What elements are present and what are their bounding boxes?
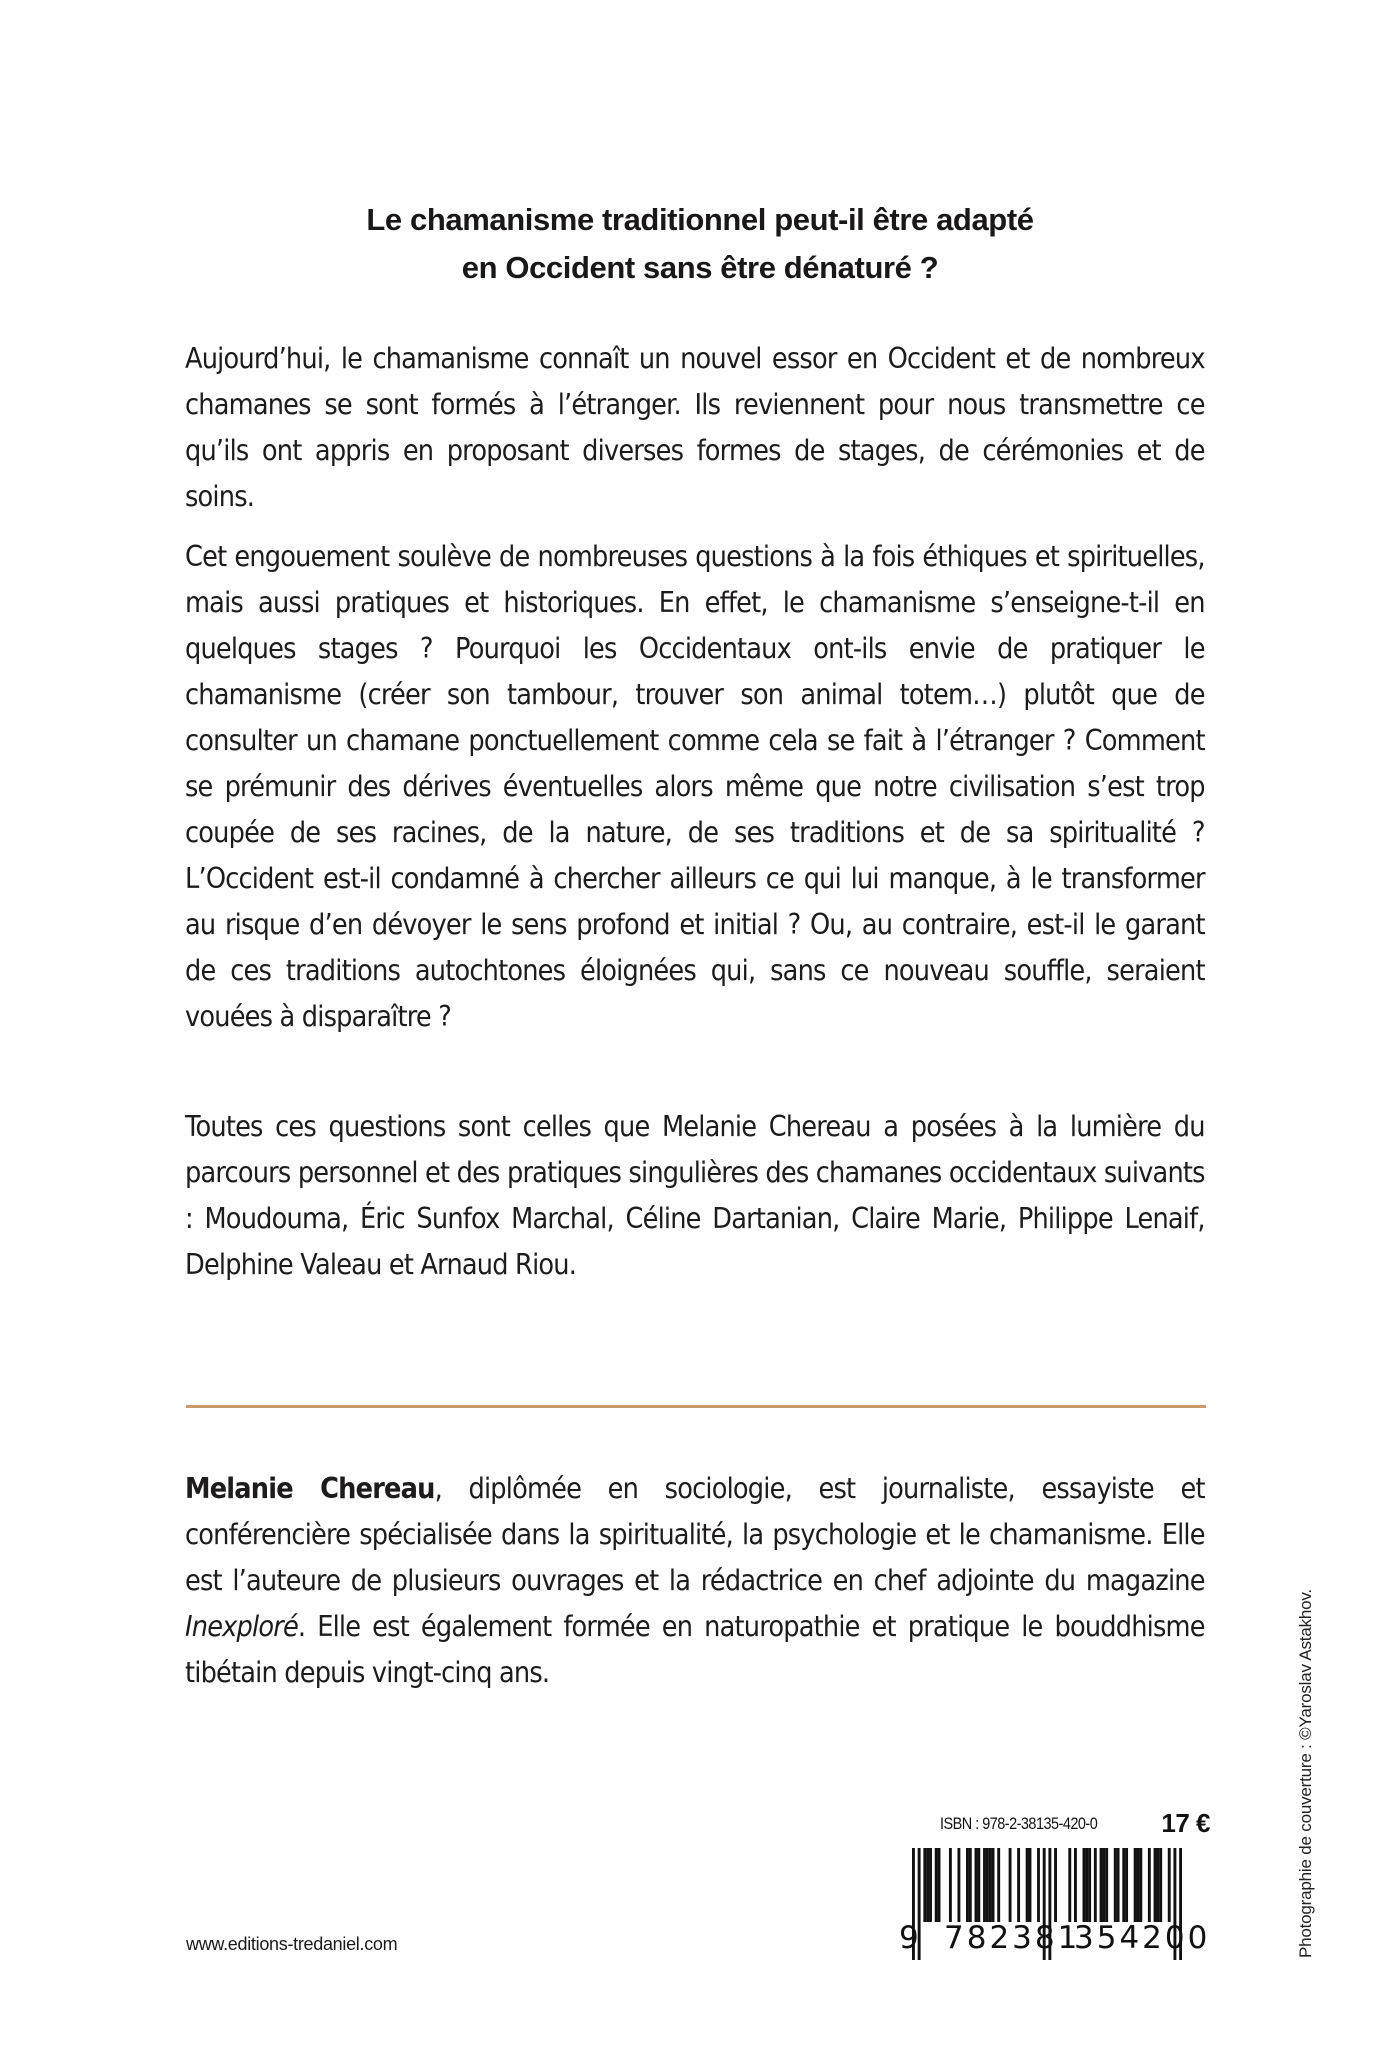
barcode-bar bbox=[986, 1848, 989, 1922]
price: 17 € bbox=[1161, 1808, 1210, 1838]
author-bio bbox=[185, 1466, 1205, 1696]
barcode-bar bbox=[1137, 1848, 1140, 1922]
publisher-website: www.editions-tredaniel.com bbox=[186, 1934, 398, 1954]
barcode-bar bbox=[1117, 1848, 1120, 1922]
barcode-bar bbox=[992, 1848, 995, 1922]
barcode-bar bbox=[1134, 1848, 1137, 1922]
barcode-bar bbox=[1139, 1848, 1142, 1922]
barcode-bar bbox=[983, 1848, 986, 1922]
barcode-first-digit: 9 bbox=[899, 1920, 922, 1956]
barcode-bar bbox=[1168, 1848, 1171, 1922]
barcode-bar bbox=[1026, 1848, 1029, 1922]
paragraph-questions: Cet engouement soulève de nombreuses questions à la fois éthiques et spirituelles, mais aussi pratiques et historiques. En effet, le chamanisme s’enseigne-t-il en quelques stages ? Pourquoi les Occidentaux ont-ils envie de pratiquer le chamanisme (créer son tambour, trouver son animal totem…) plutôt que de consulter un chamane ponctuellement comme cela se fait à l’étranger ? Comment se prémunir des dérives éventuelles alors même que notre civilisation s’est trop coupée de ses racines, de la nature, de ses traditions et de sa spiritualité ? L’Occident est-il condamné à chercher ailleurs ce qui lui manque, à le transformer au risque d’en dévoyer le sens profond et initial ? Ou, au contraire, est-il le garant de ces traditions autochtones éloignées qui, sans ce nouveau souffle, seraient vouées à disparaître ? bbox=[185, 540, 1205, 1033]
headline-line-2: en Occident sans être dénaturé ? bbox=[461, 250, 939, 285]
barcode-bar bbox=[1125, 1848, 1128, 1922]
paragraph-intro: Aujourd’hui, le chamanisme connaît un nouvel essor en Occident et de nombreux chamanes se sont formés à l’étranger. Ils reviennent pour nous transmettre ce qu’ils ont appris en proposant diverses formes de stages, de cérémonies et de soins. bbox=[185, 342, 1205, 513]
barcode-bar bbox=[1085, 1848, 1088, 1922]
barcode-left-digits: 782381 bbox=[944, 1920, 1081, 1956]
headline bbox=[190, 196, 1210, 292]
barcode-bar bbox=[1009, 1848, 1012, 1922]
barcode-bar bbox=[1105, 1848, 1108, 1922]
barcode-bar bbox=[969, 1848, 972, 1922]
author-bio-text: , diplômée en sociologie, est journaliste, essayiste et conférencière spécialisée dans la spiritualité, la psychologie et le chamanisme. Elle est l’auteure de plusieurs ouvrages et la rédactrice en chef adjointe du magazine bbox=[185, 1472, 1205, 1597]
barcode-bar bbox=[923, 1848, 926, 1922]
barcode-bar bbox=[1159, 1848, 1162, 1922]
paragraph-shamans: Toutes ces questions sont celles que Melanie Chereau a posées à la lumière du parcours personnel et des pratiques singulières des chamanes occidentaux suivants : Moudouma, Éric Sunfox Marchal, Céline Dartanian, Claire Marie, Philippe Lenaif, Delphine Valeau et Arnaud Riou. bbox=[185, 1110, 1205, 1281]
barcode-bar bbox=[938, 1848, 941, 1922]
barcode-bar bbox=[1154, 1848, 1157, 1922]
barcode-bar bbox=[1088, 1848, 1091, 1922]
barcode-bar bbox=[1094, 1848, 1097, 1922]
barcode-bar bbox=[1068, 1848, 1071, 1922]
barcode-bar bbox=[1017, 1848, 1020, 1922]
photo-credit: Photographie de couverture : ©Yaroslav Astakhov. bbox=[1296, 1589, 1315, 1958]
barcode-bar bbox=[1122, 1848, 1125, 1922]
isbn: ISBN : 978-2-38135-420-0 bbox=[940, 1814, 1098, 1833]
barcode-bar bbox=[1114, 1848, 1117, 1922]
author-bio-text-end: . Elle est également formée en naturopathie et pratique le bouddhisme tibétain depuis vingt-cinq ans. bbox=[185, 1610, 1205, 1689]
magazine-title: Inexploré bbox=[185, 1610, 298, 1643]
barcode-bar bbox=[1029, 1848, 1032, 1922]
barcode-bar bbox=[989, 1848, 992, 1922]
barcode-bar bbox=[1083, 1848, 1086, 1922]
barcode-bar bbox=[1100, 1848, 1103, 1922]
author-name: Melanie Chereau bbox=[185, 1472, 435, 1505]
barcode-bar bbox=[1054, 1848, 1057, 1922]
barcode-bar bbox=[977, 1848, 980, 1922]
barcode-bar bbox=[1156, 1848, 1159, 1922]
barcode-bar bbox=[966, 1848, 969, 1922]
barcode-bar bbox=[975, 1848, 978, 1922]
barcode-bar bbox=[1102, 1848, 1105, 1922]
barcode-bar bbox=[1074, 1848, 1077, 1922]
barcode-bar bbox=[935, 1848, 938, 1922]
barcode-bar bbox=[929, 1848, 932, 1922]
section-divider bbox=[186, 1405, 1206, 1408]
barcode-bar bbox=[926, 1848, 929, 1922]
barcode-bar bbox=[1037, 1848, 1040, 1922]
barcode-bar bbox=[949, 1848, 952, 1922]
barcode-right-digits: 354200 bbox=[1074, 1920, 1211, 1956]
barcode-bar bbox=[997, 1848, 1000, 1922]
isbn-price-row bbox=[940, 1808, 1210, 1844]
barcode-bar bbox=[1148, 1848, 1151, 1922]
barcode-bar bbox=[957, 1848, 960, 1922]
headline-line-1: Le chamanisme traditionnel peut-il être adapté bbox=[366, 202, 1034, 237]
